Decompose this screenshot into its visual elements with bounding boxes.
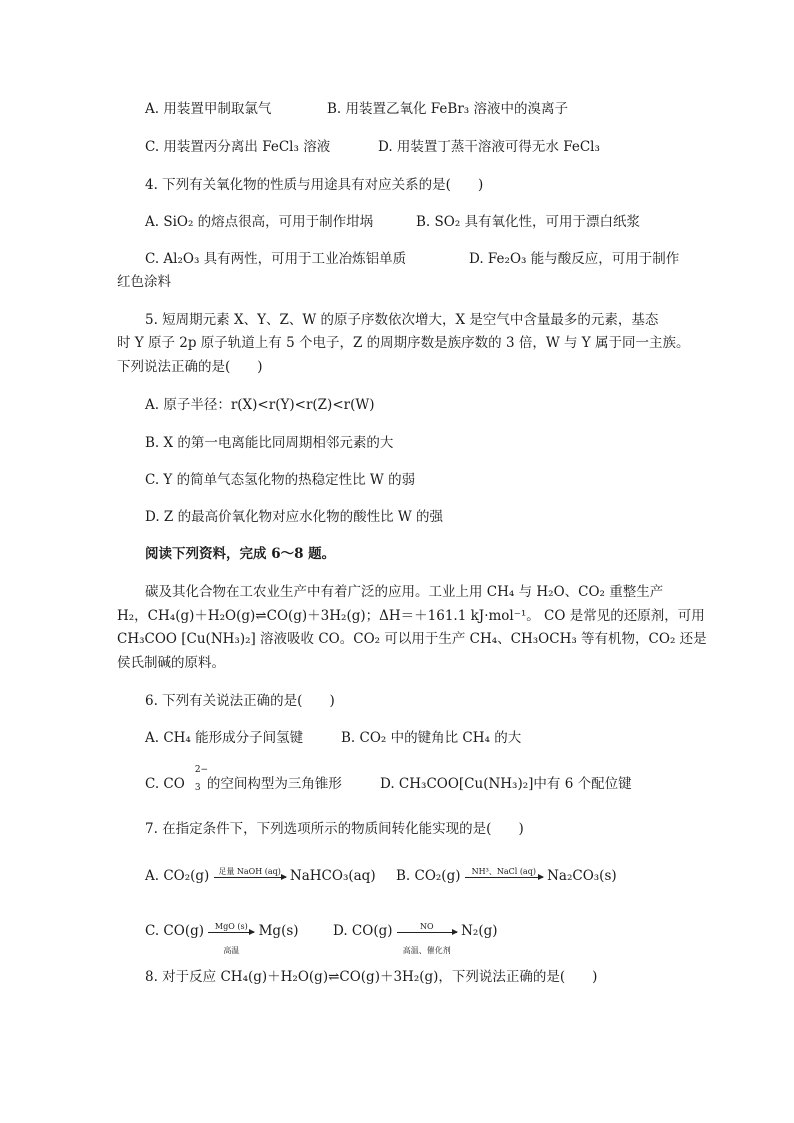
q4-option-a: A. SiO₂ 的熔点很高，可用于制作坩埚 — [145, 214, 374, 230]
q6-option-b: B. CO₂ 中的键角比 CH₄ 的大 — [341, 730, 522, 746]
q6-option-d: D. CH₃COO[Cu(NH₃)₂]中有 6 个配位键 — [380, 776, 632, 792]
q5-option-d: D. Z 的最高价氧化物对应水化物的酸性比 W 的强 — [145, 509, 444, 525]
q7-d-reactant: D. CO(g) — [333, 923, 393, 939]
q6-option-c-prefix: C. CO — [145, 776, 185, 792]
q6-option-c-suffix: 的空间构型为三角锥形 — [206, 776, 342, 792]
q7-option-d — [333, 922, 498, 955]
reaction-arrow-icon — [208, 922, 254, 955]
carbonate-ion-charge — [185, 765, 209, 793]
reaction-arrow-icon — [214, 867, 286, 878]
q3-option-d: D. 用装置丁蒸干溶液可得无水 FeCl₃ — [378, 139, 600, 155]
q7-d-condition-below: 高温、催化剂 — [402, 946, 451, 955]
q5-stem-line2: 时 Y 原子 2p 原子轨道上有 5 个电子，Z 的周期序数是族序数的 3 倍，W 与 Y 属于同一主族。 — [117, 335, 690, 351]
q7-c-condition: MgO (s) — [214, 922, 248, 931]
q5-option-a: A. 原子半径：r(X)<r(Y)<r(Z)<r(W) — [145, 397, 375, 413]
q6-stem: 6. 下列有关说法正确的是( ) — [145, 693, 335, 709]
q5-option-b: B. X 的第一电离能比同周期相邻元素的大 — [145, 435, 394, 451]
reading-heading: 阅读下列资料，完成 6～8 题。 — [145, 546, 336, 562]
q5-stem-line1: 5. 短周期元素 X、Y、Z、W 的原子序数依次增大，X 是空气中含量最多的元素，基态 — [145, 312, 659, 328]
q4-option-d: D. Fe₂O₃ 能与酸反应，可用于制作 — [469, 251, 680, 267]
q3-option-b: B. 用装置乙氧化 FeBr₃ 溶液中的溴离子 — [327, 101, 568, 117]
q7-b-reactant: B. CO₂(g) — [396, 868, 461, 884]
q5-stem-line3: 下列说法正确的是( ) — [117, 359, 263, 375]
q3-option-c: C. 用装置丙分离出 FeCl₃ 溶液 — [145, 139, 331, 155]
reading-line3: CH₃COO [Cu(NH₃)₂] 溶液吸收 CO。CO₂ 可以用于生产 CH₄、CH₃OCH₃ 等有机物，CO₂ 还是 — [117, 631, 707, 647]
q4-option-b: B. SO₂ 具有氧化性，可用于漂白纸浆 — [416, 214, 641, 230]
q7-a-reactant: A. CO₂(g) — [145, 868, 210, 884]
q7-option-b — [396, 867, 617, 885]
q7-stem: 7. 在指定条件下，下列选项所示的物质间转化能实现的是( ) — [145, 821, 524, 837]
q4-stem: 4. 下列有关氧化物的性质与用途具有对应关系的是( ) — [145, 177, 484, 193]
q4-option-d-cont: 红色涂料 — [117, 274, 171, 290]
q7-c-condition-below: 高温 — [223, 946, 240, 955]
q4-option-c: C. Al₂O₃ 具有两性，可用于工业冶炼铝单质 — [145, 251, 407, 267]
reading-line2: H₂，CH₄(g)＋H₂O(g)⇌CO(g)＋3H₂(g)；ΔH＝＋161.1 kJ·mol⁻¹。 CO 是常见的还原剂，可用 — [117, 608, 705, 624]
carbonate-sup: 2− — [194, 765, 209, 775]
reading-line1: 碳及其化合物在工农业生产中有着广泛的应用。工业上用 CH₄ 与 H₂O、CO₂ 重整生产 — [145, 584, 664, 600]
q7-option-a — [145, 867, 376, 885]
q7-b-condition: NH³、NaCl (aq) — [471, 867, 536, 876]
q7-b-product: Na₂CO₃(s) — [547, 868, 617, 884]
q3-option-a: A. 用装置甲制取氯气 — [145, 101, 272, 117]
q6-option-a: A. CH₄ 能形成分子间氢键 — [145, 730, 304, 746]
q7-d-condition: NO — [420, 922, 434, 931]
q8-stem: 8. 对于反应 CH₄(g)＋H₂O(g)⇌CO(g)＋3H₂(g)，下列说法正确的是( ) — [145, 969, 598, 985]
q7-option-c — [145, 922, 299, 955]
reaction-arrow-icon — [397, 922, 457, 955]
q7-c-reactant: C. CO(g) — [145, 923, 205, 939]
q7-c-product: Mg(s) — [258, 923, 299, 939]
reading-line4: 侯氏制碱的原料。 — [117, 655, 225, 671]
q5-option-c: C. Y 的简单气态氢化物的热稳定性比 W 的弱 — [145, 472, 416, 488]
q7-a-product: NaHCO₃(aq) — [289, 868, 376, 884]
carbonate-sub: 3 — [194, 783, 201, 793]
q7-d-product: N₂(g) — [461, 923, 498, 939]
q7-a-condition: 足量 NaOH (aq) — [218, 867, 281, 876]
reaction-arrow-icon — [465, 867, 543, 878]
q6-option-c — [145, 765, 342, 793]
